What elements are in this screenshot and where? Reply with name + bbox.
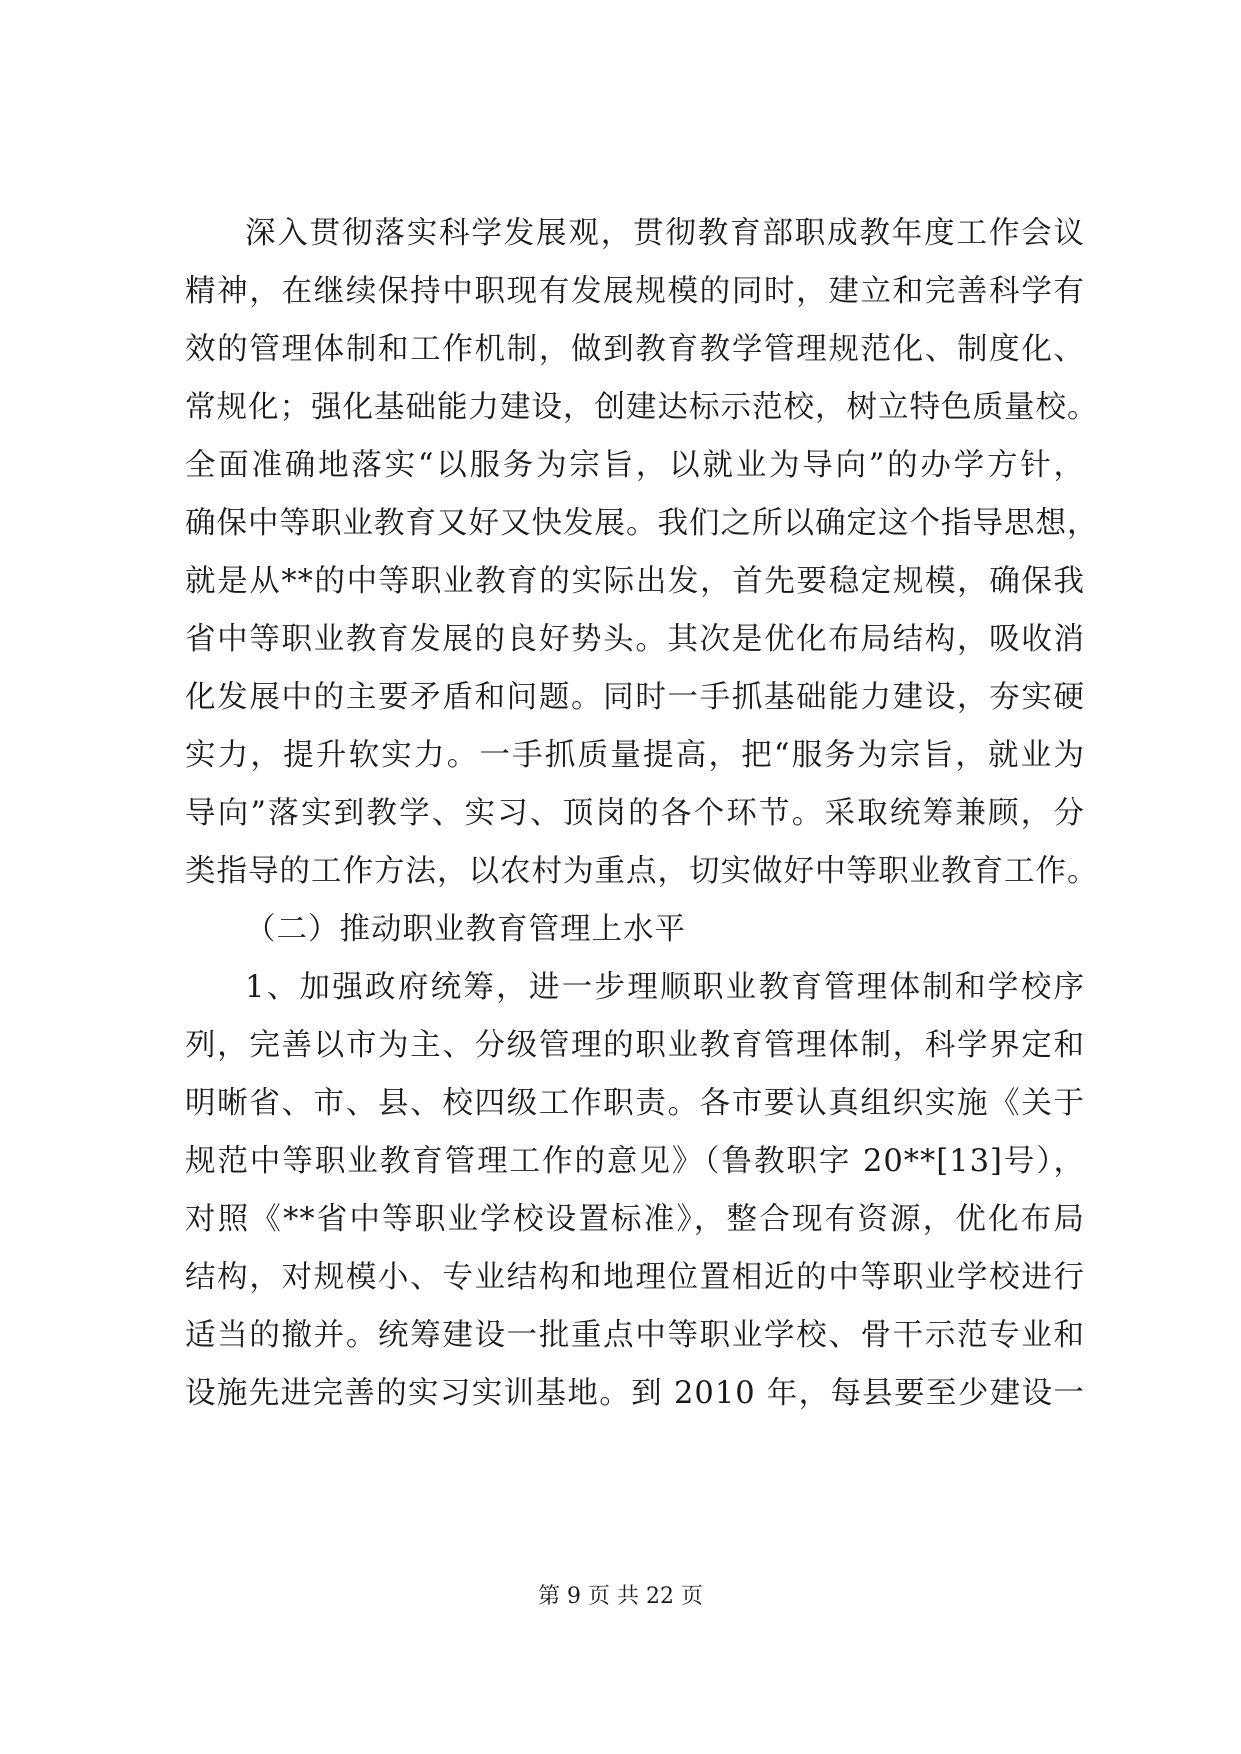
paragraph-2-line-7: 适当的撤并。统筹建设一批重点中等职业学校、骨干示范专业和: [185, 1318, 1085, 1353]
paragraph-1-line-11: 导向”落实到教学、实习、顶岗的各个环节。采取统筹兼顾，分: [185, 796, 1085, 831]
paragraph-1-line-4: 常规化；强化基础能力建设，创建达标示范校，树立特色质量校。: [185, 390, 1099, 425]
paragraph-1-line-1: 深入贯彻落实科学发展观，贯彻教育部职成教年度工作会议: [245, 216, 1085, 251]
paragraph-1-line-12: 类指导的工作方法，以农村为重点，切实做好中等职业教育工作。: [185, 854, 1099, 889]
paragraph-2-line-3: 明晰省、市、县、校四级工作职责。各市要认真组织实施《关于: [185, 1086, 1085, 1121]
paragraph-1-line-10: 实力，提升软实力。一手抓质量提高，把“服务为宗旨，就业为: [185, 738, 1085, 773]
paragraph-2-line-6: 结构，对规模小、专业结构和地理位置相近的中等职业学校进行: [185, 1260, 1085, 1295]
paragraph-1-line-7: 就是从**的中等职业教育的实际出发，首先要稳定规模，确保我: [185, 564, 1085, 599]
paragraph-1-line-2: 精神，在继续保持中职现有发展规模的同时，建立和完善科学有: [185, 274, 1085, 309]
paragraph-2-line-5: 对照《**省中等职业学校设置标准》，整合现有资源，优化布局: [185, 1202, 1085, 1237]
paragraph-1-line-6: 确保中等职业教育又好又快发展。我们之所以确定这个指导思想，: [185, 506, 1099, 541]
paragraph-1-line-9: 化发展中的主要矛盾和问题。同时一手抓基础能力建设，夯实硬: [185, 680, 1085, 715]
paragraph-2-line-8: 设施先进完善的实习实训基地。到 2010 年，每县要至少建设一: [185, 1376, 1085, 1411]
paragraph-1-line-5: 全面准确地落实“以服务为宗旨，以就业为导向”的办学方针，: [185, 448, 1085, 483]
document-body: [185, 205, 1099, 1423]
paragraph-2-line-4: 规范中等职业教育管理工作的意见》（鲁教职字 20**[13]号），: [185, 1144, 1085, 1179]
paragraph-2-line-1: 1、加强政府统筹，进一步理顺职业教育管理体制和学校序: [245, 970, 1085, 1005]
paragraph-2-line-2: 列，完善以市为主、分级管理的职业教育管理体制，科学界定和: [185, 1028, 1085, 1063]
paragraph-1-line-8: 省中等职业教育发展的良好势头。其次是优化布局结构，吸收消: [185, 622, 1085, 657]
page-number-footer: 第 9 页 共 22 页: [538, 1584, 703, 1609]
section-heading: （二）推动职业教育管理上水平: [245, 912, 686, 947]
paragraph-1-line-3: 效的管理体制和工作机制，做到教育教学管理规范化、制度化、: [185, 332, 1085, 367]
